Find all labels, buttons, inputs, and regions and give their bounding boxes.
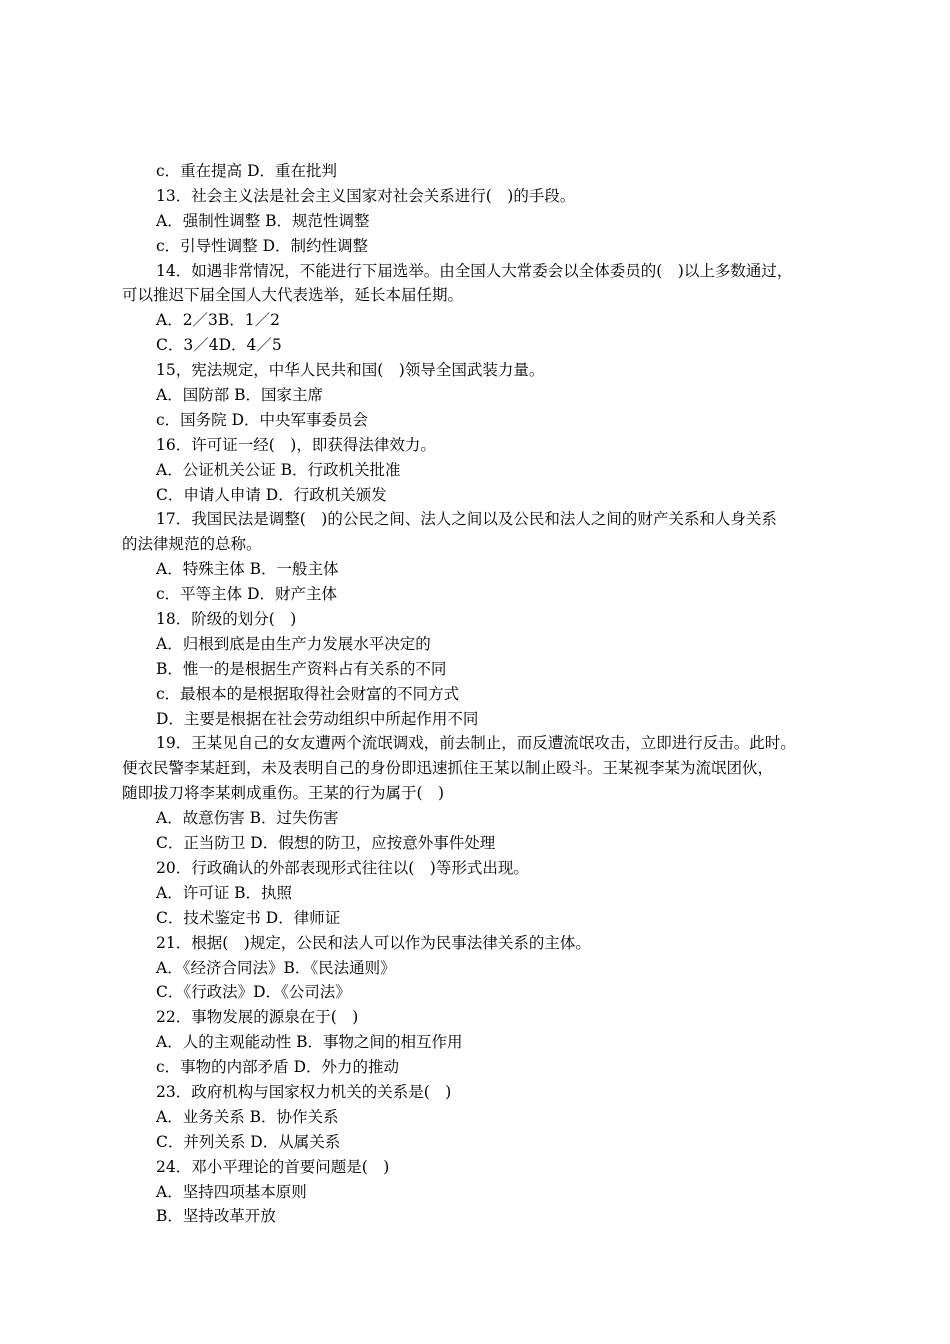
text-line: 23．政府机构与国家权力机关的关系是( )	[156, 1082, 452, 1101]
text-line: A．公证机关公证 B．行政机关批准	[156, 460, 401, 479]
text-line: c．事物的内部矛盾 D．外力的推动	[156, 1058, 400, 1077]
document-body	[122, 159, 840, 1229]
text-line-continuation: 可以推迟下届全国人大代表选举，延长本届任期。	[122, 286, 464, 305]
text-line: 15，宪法规定，中华人民共和国( )领导全国武装力量。	[156, 361, 545, 380]
text-line: C．技术鉴定书 D．律师证	[156, 908, 341, 927]
text-line: A．国防部 B．国家主席	[156, 386, 324, 405]
text-line: A．业务关系 B．协作关系	[156, 1107, 339, 1126]
text-line: D．主要是根据在社会劳动组织中所起作用不同	[156, 709, 479, 728]
text-line: 22．事物发展的源泉在于( )	[156, 1008, 359, 1027]
text-line: 17．我国民法是调整( )的公民之间、法人之间以及公民和法人之间的财产关系和人身关系	[156, 510, 777, 529]
text-line: 21．根据( )规定，公民和法人可以作为民事法律关系的主体。	[156, 933, 591, 952]
text-line: A．《经济合同法》B．《民法通则》	[156, 958, 396, 977]
text-line: c．最根本的是根据取得社会财富的不同方式	[156, 684, 460, 703]
text-line: A．2／3B．1／2	[156, 311, 281, 330]
text-line: A．许可证 B．执照	[156, 883, 293, 902]
text-line: c．引导性调整 D．制约性调整	[156, 236, 369, 255]
text-line: c．重在提高 D．重在批判	[156, 162, 338, 180]
text-line: C．《行政法》D．《公司法》	[156, 983, 351, 1002]
text-line: 18．阶级的划分( )	[156, 610, 297, 629]
text-line-continuation: 随即拔刀将李某刺成重伤。王某的行为属于( )	[122, 784, 445, 803]
text-line-continuation: 的法律规范的总称。	[122, 535, 262, 554]
text-line: C．申请人申请 D．行政机关颁发	[156, 485, 387, 504]
text-line: A．强制性调整 B．规范性调整	[156, 211, 370, 230]
text-line: A．特殊主体 B．一般主体	[156, 560, 339, 579]
text-line: 14．如遇非常情况，不能进行下届选举。由全国人大常委会以全体委员的( )以上多数通过，	[156, 261, 793, 280]
text-line: 24．邓小平理论的首要问题是( )	[156, 1157, 390, 1176]
text-line: B．惟一的是根据生产资料占有关系的不同	[156, 659, 447, 678]
text-line: A．故意伤害 B．过失伤害	[156, 809, 339, 828]
text-line: 20．行政确认的外部表现形式往往以( )等形式出现。	[156, 858, 529, 877]
text-line: c．平等主体 D．财产主体	[156, 585, 338, 604]
text-line: C．并列关系 D．从属关系	[156, 1132, 341, 1151]
text-line: B．坚持改革开放	[156, 1207, 276, 1226]
text-line: A．人的主观能动性 B．事物之间的相互作用	[156, 1033, 463, 1052]
text-line: A．归根到底是由生产力发展水平决定的	[156, 634, 431, 653]
text-line-continuation: 便衣民警李某赶到，未及表明自己的身份即迅速抓住王某以制止殴斗。王某视李某为流氓团伙，	[122, 759, 774, 778]
text-line: 16．许可证一经( )，即获得法律效力。	[156, 435, 436, 454]
text-line: 19．王某见自己的女友遭两个流氓调戏，前去制止，而反遭流氓攻击，立即进行反击。此时。	[156, 734, 796, 753]
text-line: 13．社会主义法是社会主义国家对社会关系进行( )的手段。	[156, 186, 576, 205]
text-line: C．正当防卫 D．假想的防卫，应按意外事件处理	[156, 834, 496, 853]
text-line: A．坚持四项基本原则	[156, 1182, 307, 1201]
text-line: c．国务院 D．中央军事委员会	[156, 410, 369, 429]
text-line: C．3／4D．4／5	[156, 336, 282, 355]
